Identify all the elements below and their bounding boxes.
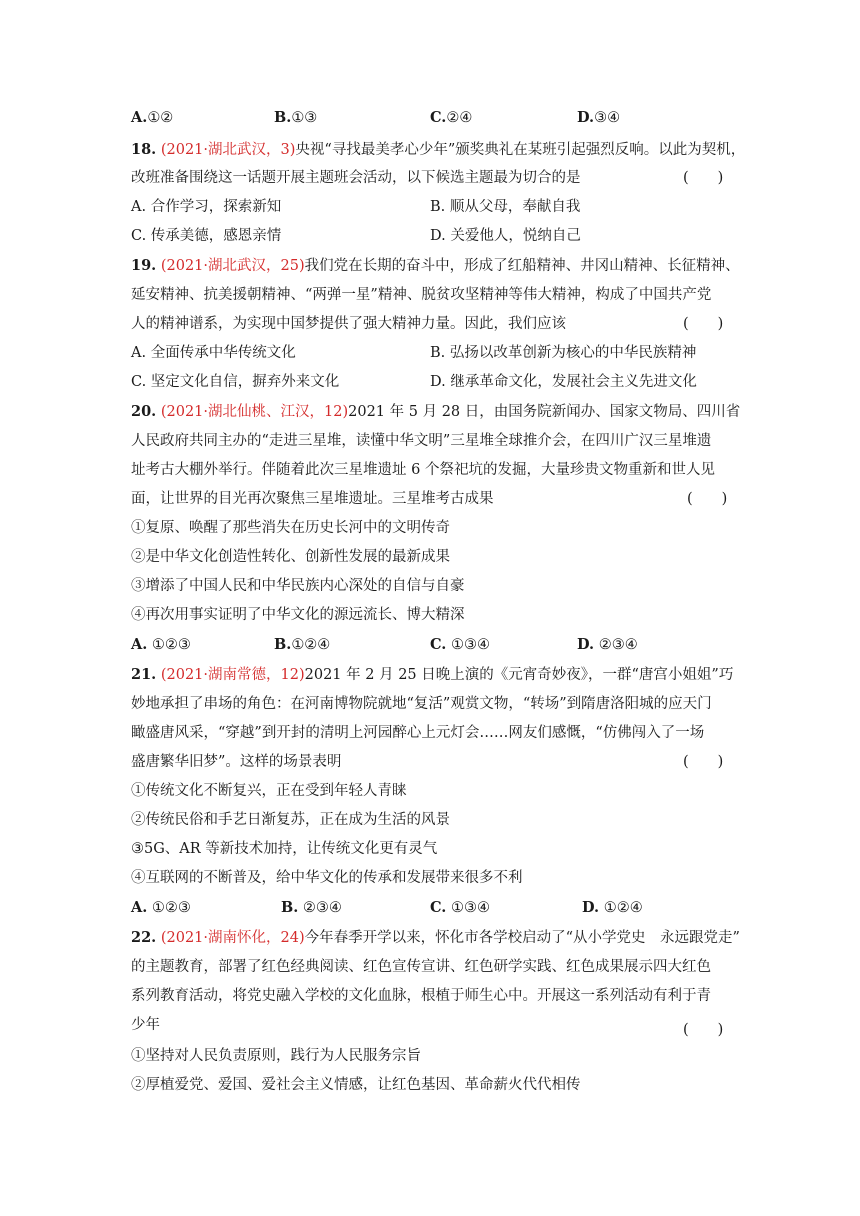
q21-statement-1: ①传统文化不断复兴，正在受到年轻人青睐 [131,783,407,799]
q19-line-1: 19. (2021·湖北武汉，25)我们党在长期的奋斗中，形成了红船精神、井冈山精神、长征精神、 [131,257,740,274]
q20-option-b: B.①②④ [274,636,331,653]
q18-option-a: A. 合作学习，探索新知 [131,199,282,215]
question-source: (2021·湖北仙桃、江汉，12) [160,404,349,420]
q22-statement-2: ②厚植爱党、爱国、爱社会主义情感，让红色基因、革命薪火代代相传 [131,1077,581,1093]
q18-line-1: 18. (2021·湖北武汉，3)央视“寻找最美孝心少年”颁奖典礼在某班引起强烈反响。以此为契机， [131,141,746,158]
q20-statement-2: ②是中华文化创造性转化、创新性发展的最新成果 [131,549,450,565]
q18-option-b: B. 顺从父母，奉献自我 [430,199,581,215]
q21-statement-3: ③5G、AR 等新技术加持，让传统文化更有灵气 [131,841,438,857]
q21-option-d: D. ①②④ [582,899,643,916]
q20-line-3: 址考古大棚外举行。伴随着此次三星堆遗址 6 个祭祀坑的发掘，大量珍贵文物重新和世人见 [131,462,715,478]
question-source: (2021·湖北武汉，25) [160,258,305,274]
q19-option-a: A. 全面传承中华传统文化 [131,345,296,361]
question-source: (2021·湖北武汉，3) [160,142,296,158]
q21-statement-2: ②传统民俗和手艺日渐复苏，正在成为生活的风景 [131,812,450,828]
q21-line-1: 21. (2021·湖南常德，12)2021 年 2 月 25 日晚上演的《元宵奇妙夜》，一群“唐宫小姐姐”巧 [131,666,734,683]
q18-option-d: D. 关爱他人，悦纳自己 [430,228,581,244]
q22-line-1: 22. (2021·湖南怀化，24)今年春季开学以来，怀化市各学校启动了“从小学党史 永远跟党走” [131,929,740,946]
question-number: 18. [131,141,157,158]
q20-option-d: D. ②③④ [577,636,638,653]
q19-line-2: 延安精神、抗美援朝精神、“两弹一星”精神、脱贫攻坚精神等伟大精神，构成了中国共产党 [131,287,712,303]
q22-line-4: 少年 [131,1017,160,1033]
q20-line-1: 20. (2021·湖北仙桃、江汉，12)2021 年 5 月 28 日，由国务院新闻办、国家文物局、四川省 [131,403,741,420]
q19-option-b: B. 弘扬以改革创新为核心的中华民族精神 [430,345,697,361]
q20-statement-4: ④再次用事实证明了中华文化的源远流长、博大精深 [131,607,465,623]
q22-statement-1: ①坚持对人民负责原则，践行为人民服务宗旨 [131,1048,421,1064]
q17-option-d: D.③④ [577,109,621,126]
q21-statement-4: ④互联网的不断普及，给中华文化的传承和发展带来很多不利 [131,870,523,886]
question-number: 21. [131,666,157,683]
q19-option-d: D. 继承革命文化，发展社会主义先进文化 [430,374,697,390]
q18-option-c: C. 传承美德，感恩亲情 [131,228,282,244]
answer-paren: ( ) [687,491,728,507]
q20-line-2: 人民政府共同主办的“走进三星堆，读懂中华文明”三星堆全球推介会，在四川广汉三星堆遗 [131,433,712,449]
q19-option-c: C. 坚定文化自信，摒弃外来文化 [131,374,340,390]
question-source: (2021·湖南怀化，24) [160,930,305,946]
q17-option-a: A.①② [131,109,174,126]
q21-line-4: 盛唐繁华旧梦”。这样的场景表明 ( ) [131,754,724,770]
question-number: 20. [131,403,157,420]
q21-option-c: C. ①③④ [430,899,490,916]
q21-line-2: 妙地承担了串场的角色：在河南博物院就地“复活”观赏文物，“转场”到隋唐洛阳城的应天门 [131,696,712,712]
answer-paren: ( ) [683,754,724,770]
q22-line-3: 系列教育活动，将党史融入学校的文化血脉，根植于师生心中。开展这一系列活动有利于青 [131,988,711,1004]
q21-option-b: B. ②③④ [281,899,342,916]
q18-line-2: 改班准备围绕这一话题开展主题班会活动，以下候选主题最为切合的是 ( ) [131,170,724,186]
question-number: 19. [131,257,157,274]
q17-option-b: B.①③ [274,109,318,126]
answer-paren: ( ) [683,170,724,186]
answer-paren: ( ) [683,316,724,332]
q21-line-3: 瞰盛唐风采，“穿越”到开封的清明上河园醉心上元灯会……网友们感慨，“仿佛闯入了一场 [131,725,705,741]
answer-paren: ( ) [683,1022,724,1038]
question-source: (2021·湖南常德，12) [160,667,305,683]
q17-option-c: C.②④ [430,109,473,126]
q19-line-3: 人的精神谱系，为实现中国梦提供了强大精神力量。因此，我们应该 ( ) [131,316,724,332]
q20-statement-1: ①复原、唤醒了那些消失在历史长河中的文明传奇 [131,520,450,536]
q20-option-c: C. ①③④ [430,636,490,653]
q21-option-a: A. ①②③ [131,899,191,916]
q20-option-a: A. ①②③ [131,636,191,653]
q20-statement-3: ③增添了中国人民和中华民族内心深处的自信与自豪 [131,578,465,594]
question-number: 22. [131,929,157,946]
q20-line-4: 面，让世界的目光再次聚焦三星堆遗址。三星堆考古成果 ( ) [131,491,728,507]
q22-line-2: 的主题教育，部署了红色经典阅读、红色宣传宣讲、红色研学实践、红色成果展示四大红色 [131,959,711,975]
